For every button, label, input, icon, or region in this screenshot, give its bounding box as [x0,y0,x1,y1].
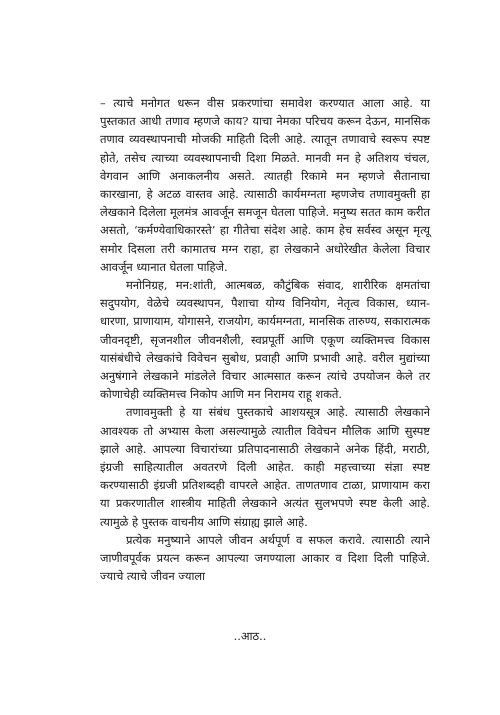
page-number: ..आठ.. [233,629,267,643]
paragraph-3: तणावमुक्ती हे या संबंध पुस्तकाचे आशयसूत्र आहे. त्यासाठी लेखकाने आवश्यक तो अभ्यास केला असल्यामुळे त्यातील विवेचन मौलिक आणि सुस्पष्ट झाले आहे. आपल्या विचारांच्या प्रतिपादनासाठी लेखकाने अनेक हिंदी, मराठी, इंग्रजी साहित्यातील अवतरणे दिली आहेत. काही महत्त्वाच्या संज्ञा स्पष्ट करण्यासाठी इंग्रजी प्रतिशब्दही वापरले आहेत. ताणतणाव टाळा, प्राणायाम करा या प्रकरणातील शास्त्रीय माहिती लेखकाने अत्यंत सुलभपणे स्पष्ट केली आहे. त्यामुळे हे पुस्तक वाचनीय आणि संग्राह्य झाले आहे. [100,405,430,529]
paragraph-4: प्रत्येक मनुष्याने आपले जीवन अर्थपूर्ण व सफल करावे. त्यासाठी त्याने जाणीवपूर्वक प्रयत्न करून आपल्या जगण्याला आकार व दिशा दिली पाहिजे. ज्याचे त्याचे जीवन ज्याला [100,532,430,584]
body-text [100,94,430,585]
paragraph-2: मनोनिग्रह, मन:शांती, आत्मबळ, कौटुंबिक संवाद, शारीरिक क्षमतांचा सदुपयोग, वेळेचे व्यवस्थापन, पैशाचा योग्य विनियोग, नेतृत्व विकास, ध्यान-धारणा, प्राणायाम, योगासने, राजयोग, कार्यमग्नता, मानसिक तारुण्य, सकारात्मक जीवनदृष्टी, सृजनशील जीवनशैली, स्वप्नपूर्ती आणि एकूण व्यक्तिमत्त्व विकास यासंबंधीचे लेखकांचे विवेचन सुबोध, प्रवाही आणि प्रभावी आहे. वरील मुद्यांच्या अनुषंगाने लेखकाने मांडलेले विचार आत्मसात करून त्यांचे उपयोजन केले तर कोणाचेही व्यक्तिमत्त्व निकोप आणि मन निरामय राहू शकते. [100,278,430,402]
paragraph-1: – त्याचे मनोगत धरून वीस प्रकरणांचा समावेश करण्यात आला आहे. या पुस्तकात आधी तणाव म्हणजे काय? याचा नेमका परिचय करून देऊन, मानसिक तणाव व्यवस्थापनाची मोजकी माहिती दिली आहे. त्यातून तणावाचे स्वरूप स्पष्ट होते, तसेच त्याच्या व्यवस्थापनाची दिशा मिळते. मानवी मन हे अतिशय चंचल, वेगवान आणि अनाकलनीय असते. त्यातही रिकामे मन म्हणजे सैतानाचा कारखाना, हे अटळ वास्तव आहे. त्यासाठी कार्यमग्नता म्हणजेच तणावमुक्ती हा लेखकाने दिलेला मूलमंत्र आवर्जून समजून घेतला पाहिजे. मनुष्य सतत काम करीत असतो, ‘कर्मण्येवाधिकारस्ते’ हा गीतेचा संदेश आहे. काम हेच सर्वस्व असून मृत्यू समोर दिसला तरी कामातच मग्न राहा, हा लेखकाने अधोरेखीत केलेला विचार आवर्जून ध्यानात घेतला पाहिजे. [100,96,430,274]
